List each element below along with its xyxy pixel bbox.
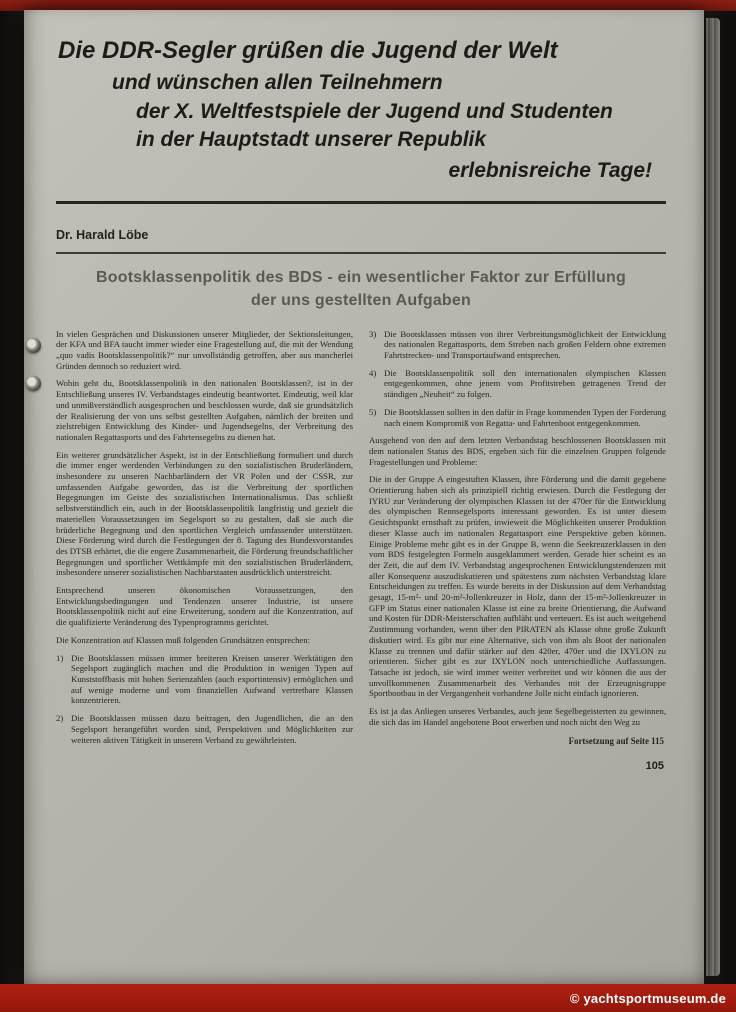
list-item <box>369 329 666 361</box>
article-title <box>56 266 666 312</box>
right-column <box>369 329 666 774</box>
list-item-number: 5) <box>369 406 377 417</box>
list-item-number: 1) <box>56 652 64 663</box>
greeting-line: und wünschen allen Teilnehmern <box>112 70 443 94</box>
divider-thin <box>56 252 666 254</box>
author-name: Dr. Harald Löbe <box>56 228 149 243</box>
paragraph: Die Konzentration auf Klassen muß folgenden Grundsätzen entsprechen: <box>56 634 311 645</box>
copyright-text: © yachtsportmuseum.de <box>569 990 726 1006</box>
list-item <box>369 368 666 400</box>
paragraph: Wohin geht du, Bootsklassenpolitik in den nationalen Bootsklassen?, ist in der Entschließung unseres IV. Verbandstages eindeutig beantwortet. Eindeutig, weil klar und unmißverständlich ausgesprochen und beschlossen wurde, daß sie grundsätzlich der Realisierung der von uns selbst gestellten Aufgaben, nämlich der breiten und zielstrebigen Entwicklung des Kinder- und Jugendsegelns, der Verbreitung des nationalen Regattasports und des Fahrtensegelns zu dienen hat. <box>56 378 353 442</box>
divider-thick <box>56 201 666 204</box>
list-item-text: Die Bootsklassenpolitik soll den internationalen olympischen Klassen entgegenkommen, ohne jenem vom Profitstreben getragenen Trend der ständigen „Neuheit“ zu folgen. <box>384 367 666 400</box>
list-item-number: 3) <box>369 328 377 339</box>
paragraph: In vielen Gesprächen und Diskussionen unserer Mitglieder, der Sektionsleitungen, der KFA und BFA taucht immer wieder eine Fragestellung auf, die mit der Wendung „quo vadis Bootsklassenpolitik?“ nur unvollständig getroffen, aber aus mancherlei Gründen dennoch so reduziert wird. <box>56 328 353 371</box>
paragraph: Ausgehend von den auf dem letzten Verbandstag beschlossenen Bootsklassen mit dem nationalen Status des BDS, ergeben sich für die einzelnen Gruppen folgende Fragestellungen und Probleme: <box>369 435 666 467</box>
list-item-text: Die Bootsklassen müssen immer breiteren Kreisen unserer Werktätigen den Segelsport zugänglich machen und die Produktion in wenigen Typen auf Kunststoffbasis mit hohen Serienzahlen (auch exportintensiv) ermöglichen und auf wenige moderne und vom finanziellen Aufwand vertretbare Klassen konzentrieren. <box>71 652 353 706</box>
watermark-bar <box>0 984 736 1012</box>
page-stack-edge <box>706 18 720 976</box>
article-title-line2: der uns gestellten Aufgaben <box>251 292 471 310</box>
list-item-text: Die Bootsklassen müssen von ihrer Verbreitungsmöglichkeit der Entwicklung des nationalen Regattasports, dem Streben nach großen Feldern ohne extremen Fahrtstrecken- und Transportaufwand entsprechen. <box>384 328 666 360</box>
list-item <box>56 713 353 745</box>
left-column <box>56 329 353 774</box>
paragraph: Die in der Gruppe A eingestuften Klassen, ihre Förderung und die damit gegebene Orientierung haben sich als prinzipiell richtig erwiesen. Durch die Festlegung der IYRU zur Veränderung der olympischen Klassen ist der 470er für die Entwicklung des olympischen Rennsegelsports interessant geworden. Es ist unter diesem Gesichtspunkt ernsthaft zu prüfen, inwieweit die Möglichkeiten unserer Produktion dieser Klasse auch im nationalen Regattasport eine Perspektive geben können. Einige Probleme mehr gibt es in der Gruppe B, wenn die Seekreuzerklassen in den vom BDS festgelegten Formeln ausgeklammert werden. Gerade hier scheint es an der Zeit, die auf dem IV. Verbandstag angesprochenen Entwicklungstendenzen mit aller Konsequenz auszudiskutieren und spätestens zum nächsten Verbandstag klare Entscheidungen zu treffen. Es wurde bereits in der Diskussion auf dem Verbandstag gesagt, 15-m²- und 20-m²-Jollenkreuzer in Holz, dann der 15-m²-Jollenkreuzer in GFP im Status einer nationalen Klasse ist eine zu breite Orientierung, die Aufwand und Kosten für DDR-Meisterschaften aufbläht und verteuert. Es ist auch weitgehend Zustimmung vorhanden, wenn über den PIRATEN als Klasse ohne große Zukunft diskutiert wird. Es gibt nur eine Alternative, sich von ihm als Boot der nationalen Klasse zu trennen und dafür stärker auf den 420er, 470er und die IXYLON zu orientieren. Sicher gibt es zur IXYLON noch unterschiedliche Auffassungen. Tatsache ist jedoch, sie wird immer weiter verbreitet und wir können die aus der unvollkommenen Zusammenarbeit des Verbandes mit der Erzeugnisgruppe Sportbootbau in der Vergangenheit vorhandene Jolle nicht einfach ignorieren. <box>369 474 666 699</box>
list-item <box>56 653 353 707</box>
list-item-text: Die Bootsklassen müssen dazu beitragen, den Jugendlichen, die an den Segelsport herangeführt worden sind, Perspektiven und Möglichkeiten zur weiteren aktiven Tätigkeit in unserem Verband zu gewährleisten. <box>71 713 353 745</box>
binding-hole <box>26 376 41 391</box>
binding-hole <box>26 338 41 353</box>
article-body <box>56 329 666 774</box>
page-number: 105 <box>645 760 664 773</box>
greeting-line: in der Hauptstadt unserer Republik <box>136 128 487 152</box>
paragraph: Es ist ja das Anliegen unseres Verbandes, auch jene Segelbegeisterten zu gewinnen, die sich das im Handel angebotene Boot erwerben und noch nicht den Weg zu <box>369 706 666 727</box>
greeting-line: erlebnisreiche Tage! <box>448 159 652 183</box>
list-item-number: 4) <box>369 367 377 378</box>
continuation-note: Fortsetzung auf Seite 115 <box>568 735 664 746</box>
list-item <box>369 407 666 428</box>
article-title-line1: Bootsklassenpolitik des BDS - ein wesentlicher Faktor zur Erfüllung <box>96 269 626 287</box>
greeting-block <box>56 36 666 185</box>
list-item-text: Die Bootsklassen sollten in den dafür in Frage kommenden Typen der Forderung nach einem Kompromiß von Regatta- und Fahrtenboot entgegenkommen. <box>384 406 666 428</box>
paragraph: Entsprechend unseren ökonomischen Voraussetzungen, den Entwicklungsbedingungen und Tendenzen unserer Industrie, ist unsere Bootsklassenpolitik nicht auf eine Erweiterung, sondern auf die Konzentration, auf die qualifizierte Veränderung des Typenprogramms gerichtet. <box>56 585 353 628</box>
paragraph: Ein weiterer grundsätzlicher Aspekt, ist in der Entschließung formuliert und durch die immer enger werdenden Verbindungen zu den sozialistischen Bruderländern, insbesondere zu unseren Nachbarländern der VR Polen und der CSSR, zur umfassenden Aufgabe geworden, das ist die Verbreitung der sportlichen Begegnungen im Geiste des sozialistischen Internationalismus. Das schließt selbstverständlich ein, auch in der Bootsklassenpolitik langfristig und gezielt die materiellen Voraussetzungen im Segelsport so zu gestalten, daß sie auch die brüderliche Begegnung und den sportlichen Vergleich umfassender unterstützen. Diese Förderung wird durch die Festlegungen der 8. Tagung des Bundesvorstandes des DTSB erhärtet, die die engere Zusammenarbeit, die Förderung freundschaftlicher Begegnungen und sportlicher Wettkämpfe mit den sozialistischen Bruderländern, insbesondere unserer sozialistischen Nachbarstaaten ausdrücklich unterstreicht. <box>56 449 353 578</box>
greeting-line: der X. Weltfestspiele der Jugend und Studenten <box>136 99 613 123</box>
paper-sheet <box>24 10 704 984</box>
list-item-number: 2) <box>56 713 64 724</box>
page-content <box>24 10 704 984</box>
greeting-line: Die DDR-Segler grüßen die Jugend der Welt <box>58 37 558 64</box>
